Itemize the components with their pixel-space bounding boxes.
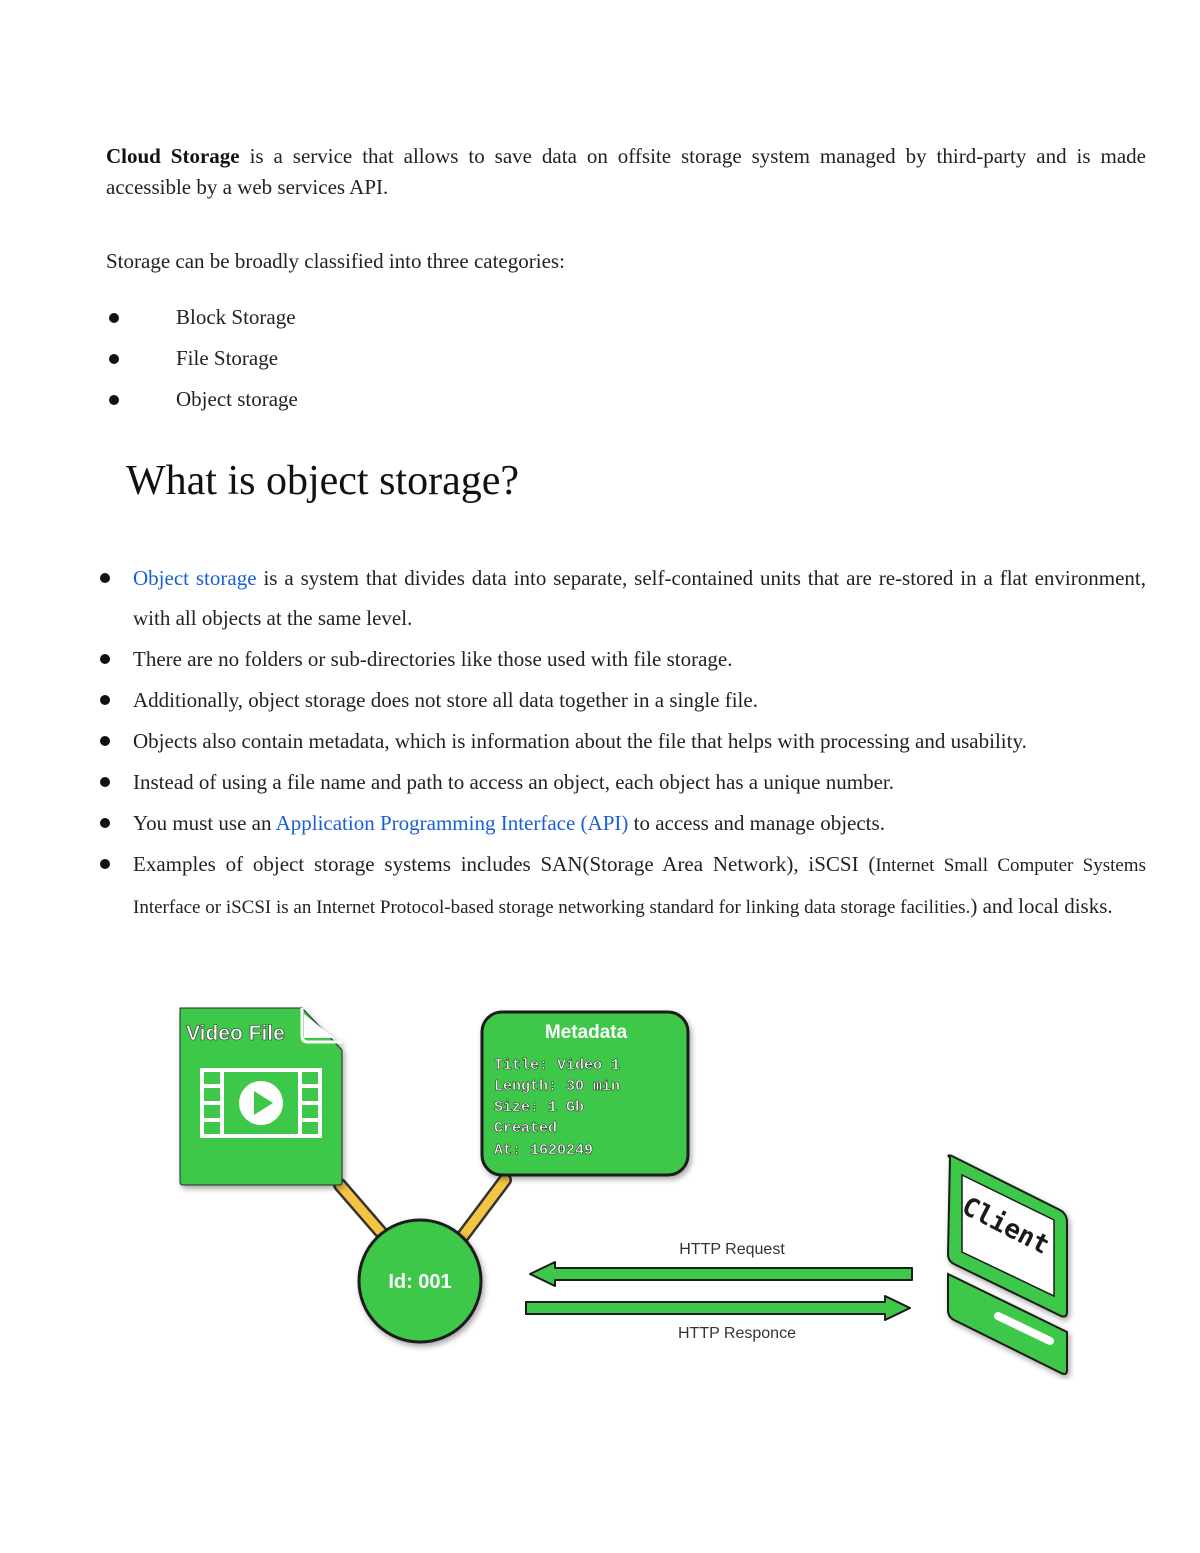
bullet-text: to access and manage objects.: [628, 811, 885, 835]
bullet-icon: [100, 818, 110, 828]
list-item: [96, 558, 1146, 638]
bullet-icon: [109, 313, 119, 323]
video-file-label: Video File: [186, 1022, 285, 1045]
category-label: Object storage: [176, 387, 298, 411]
metadata-line: Length: 30 min: [494, 1078, 621, 1095]
classification-sentence: Storage can be broadly classified into three categories:: [106, 249, 565, 273]
bullet-text: ) and local disks.: [970, 894, 1113, 918]
metadata-line: Size: 1 Gb: [494, 1099, 585, 1116]
http-response-arrow: [526, 1296, 910, 1320]
object-storage-diagram: [170, 1000, 1080, 1380]
list-item: [96, 680, 1146, 720]
metadata-line: Title: Video 1: [494, 1057, 621, 1074]
list-item: [96, 803, 1146, 843]
bullet-text: Additionally, object storage does not store all data together in a single file.: [133, 688, 758, 712]
client-label: Client: [956, 1191, 1055, 1261]
bullet-text: is a system that divides data into separate, self-contained units that are re-stored in a flat environment, with all objects at the same level.: [133, 566, 1146, 630]
category-label: Block Storage: [176, 305, 296, 329]
bullet-text: You must use an: [133, 811, 276, 835]
bullet-icon: [100, 736, 110, 746]
section-heading: What is object storage?: [126, 458, 520, 504]
bullet-icon: [100, 859, 110, 869]
http-request-label: HTTP Request: [679, 1241, 785, 1258]
object-storage-bullets: [96, 558, 1146, 929]
bullet-icon: [100, 695, 110, 705]
bullet-text: There are no folders or sub-directories like those used with file storage.: [133, 647, 733, 671]
bullet-text: Examples of object storage systems includes SAN(Storage Area Network), iSCSI (: [133, 852, 876, 876]
metadata-title: Metadata: [544, 1022, 628, 1043]
list-item: [96, 762, 1146, 802]
object-storage-link[interactable]: Object storage: [133, 566, 257, 590]
bullet-icon: [109, 354, 119, 364]
list-item: [96, 721, 1146, 761]
bullet-icon: [109, 395, 119, 405]
api-link[interactable]: Application Programming Interface (API): [275, 811, 629, 835]
http-request-arrow: [530, 1262, 912, 1286]
http-response-label: HTTP Responce: [678, 1325, 796, 1342]
bullet-text: Objects also contain metadata, which is information about the file that helps with processing and usability.: [133, 729, 1027, 753]
intro-paragraph: [106, 141, 1146, 203]
intro-text: is a service that allows to save data on offsite storage system managed by third-party and is made accessible by a web services API.: [106, 144, 1146, 199]
list-item: [96, 639, 1146, 679]
bullet-text: Instead of using a file name and path to access an object, each object has a unique number.: [133, 770, 894, 794]
cloud-storage-term: Cloud Storage: [106, 144, 240, 168]
object-id-label: Id: 001: [388, 1271, 452, 1293]
metadata-line: At: 1620249: [494, 1142, 594, 1159]
bullet-icon: [100, 777, 110, 787]
bullet-icon: [100, 573, 110, 583]
iscsi-definition: Internet Small Computer Systems Interface or iSCSI is an Internet Protocol-based storage networking standard for linking data storage facilities.: [133, 855, 1146, 918]
metadata-line: Created: [494, 1120, 558, 1137]
client-monitor-icon: [948, 1155, 1067, 1374]
category-label: File Storage: [176, 346, 279, 370]
list-item: [96, 844, 1146, 928]
bullet-icon: [100, 654, 110, 664]
